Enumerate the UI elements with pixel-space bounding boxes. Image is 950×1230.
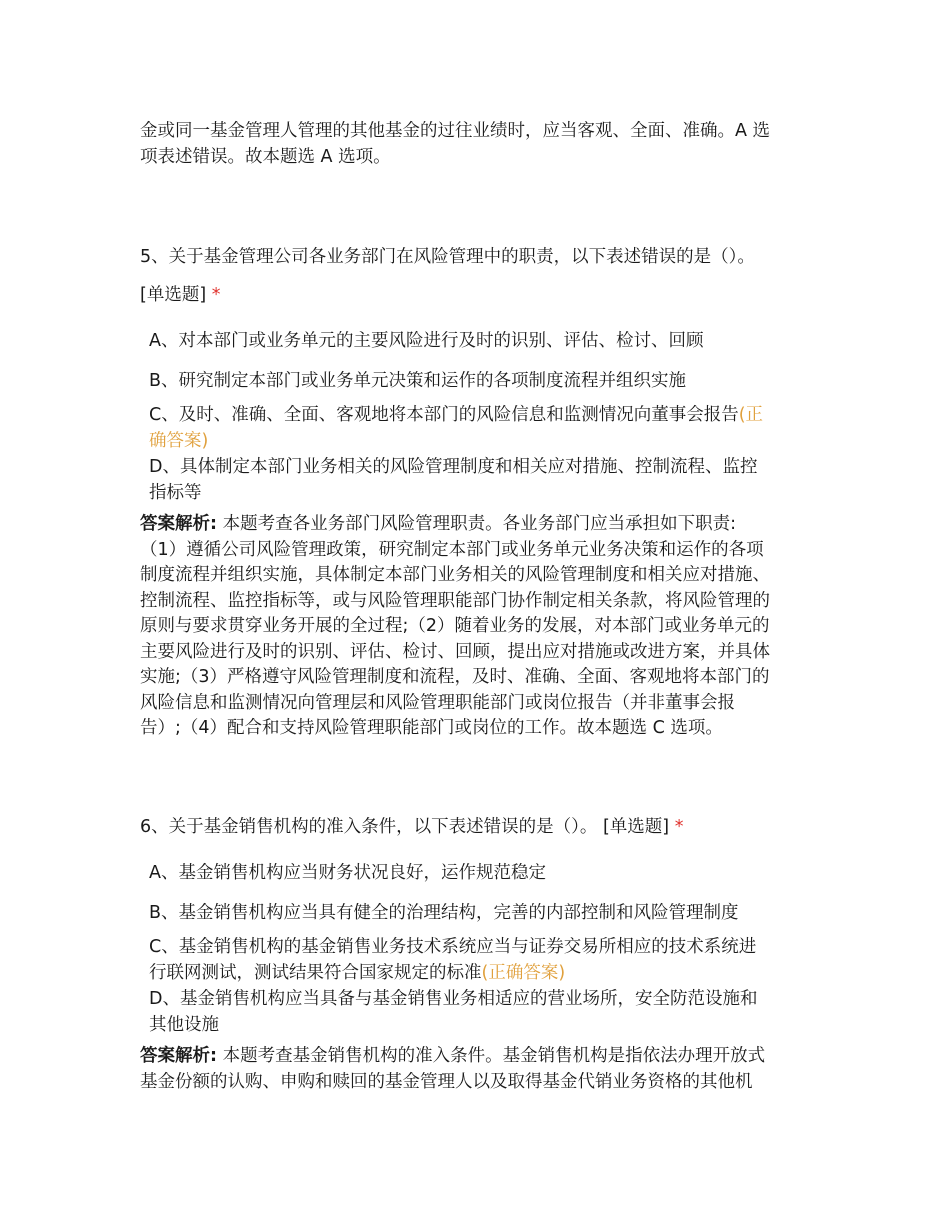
analysis-line: （1）遵循公司风险管理政策，研究制定本部门或业务单元业务决策和运作的各项	[140, 539, 764, 560]
q5-analysis	[140, 512, 820, 742]
option-text: B、研究制定本部门或业务单元决策和运作的各项制度流程并组织实施	[149, 371, 687, 391]
intro-line: 项表述错误。故本题选 A 选项。	[140, 146, 391, 167]
analysis-line: 风险信息和监测情况向管理层和风险管理职能部门或岗位报告（并非董事会报	[140, 692, 735, 713]
option-text: 其他设施	[149, 1014, 219, 1035]
q6-option-a[interactable]	[149, 861, 809, 887]
option-text: 行联网测试，测试结果符合国家规定的标准	[149, 962, 482, 983]
q6-option-b[interactable]	[149, 901, 809, 927]
q5-option-b[interactable]	[149, 369, 809, 395]
required-marker: *	[674, 817, 684, 837]
option-text: A、基金销售机构应当财务状况良好，运作规范稳定	[149, 863, 546, 883]
option-text: D、基金销售机构应当具备与基金销售业务相适应的营业场所，安全防范设施和	[149, 989, 758, 1009]
analysis-line: 本题考查各业务部门风险管理职责。各业务部门应当承担如下职责:	[222, 514, 736, 534]
option-text: C、基金销售机构的基金销售业务技术系统应当与证券交易所相应的技术系统进	[149, 937, 757, 957]
analysis-line: 原则与要求贯穿业务开展的全过程;（2）随着业务的发展，对本部门或业务单元的	[140, 616, 770, 636]
q6-option-d[interactable]	[149, 987, 809, 1038]
analysis-line: 制度流程并组织实施，具体制定本部门业务相关的风险管理制度和相关应对措施、	[140, 565, 770, 585]
analysis-label: 答案解析:	[140, 1046, 217, 1066]
intro-line: 金或同一基金管理人管理的其他基金的过往业绩时，应当客观、全面、准确。A 选	[140, 121, 771, 141]
q5-option-d[interactable]	[149, 455, 809, 506]
correct-answer-mark: (正	[738, 405, 764, 425]
analysis-line: 基金份额的认购、申购和赎回的基金管理人以及取得基金代销业务资格的其他机	[140, 1071, 753, 1092]
analysis-line: 控制流程、监控指标等，或与风险管理职能部门协作制定相关条款，将风险管理的	[140, 590, 770, 611]
correct-answer-mark: (正确答案)	[481, 962, 566, 983]
analysis-line: 主要风险进行及时的识别、评估、检讨、回顾，提出应对措施或改进方案，并具体	[140, 641, 770, 662]
q6-stem	[140, 815, 820, 841]
required-marker: *	[211, 285, 221, 305]
analysis-line: 告）;（4）配合和支持风险管理职能部门或岗位的工作。故本题选 C 选项。	[140, 718, 723, 738]
analysis-label: 答案解析:	[140, 514, 217, 534]
q5-type-label	[140, 283, 820, 309]
question-text: 6、关于基金销售机构的准入条件，以下表述错误的是（）。	[140, 817, 598, 837]
correct-answer-mark: 确答案)	[149, 430, 209, 451]
q5-stem: 5、关于基金管理公司各业务部门在风险管理中的职责，以下表述错误的是（）。	[140, 247, 755, 267]
q6-option-c[interactable]	[149, 935, 809, 986]
analysis-line: 本题考查基金销售机构的准入条件。基金销售机构是指依法办理开放式	[222, 1046, 766, 1066]
question-type: [单选题]	[602, 817, 670, 837]
q5-option-a[interactable]	[149, 329, 809, 355]
intro-paragraph	[140, 119, 820, 170]
option-text: C、及时、准确、全面、客观地将本部门的风险信息和监测情况向董事会报告	[149, 405, 739, 425]
option-text: 指标等	[149, 482, 202, 503]
analysis-line: 实施;（3）严格遵守风险管理制度和流程，及时、准确、全面、客观地将本部门的	[140, 667, 770, 687]
q6-analysis	[140, 1044, 820, 1095]
option-text: B、基金销售机构应当具有健全的治理结构，完善的内部控制和风险管理制度	[149, 903, 739, 923]
question-type: [单选题]	[140, 285, 207, 305]
option-text: A、对本部门或业务单元的主要风险进行及时的识别、评估、检讨、回顾	[149, 331, 704, 351]
q5-option-c[interactable]	[149, 403, 809, 454]
option-text: D、具体制定本部门业务相关的风险管理制度和相关应对措施、控制流程、监控	[149, 457, 758, 477]
